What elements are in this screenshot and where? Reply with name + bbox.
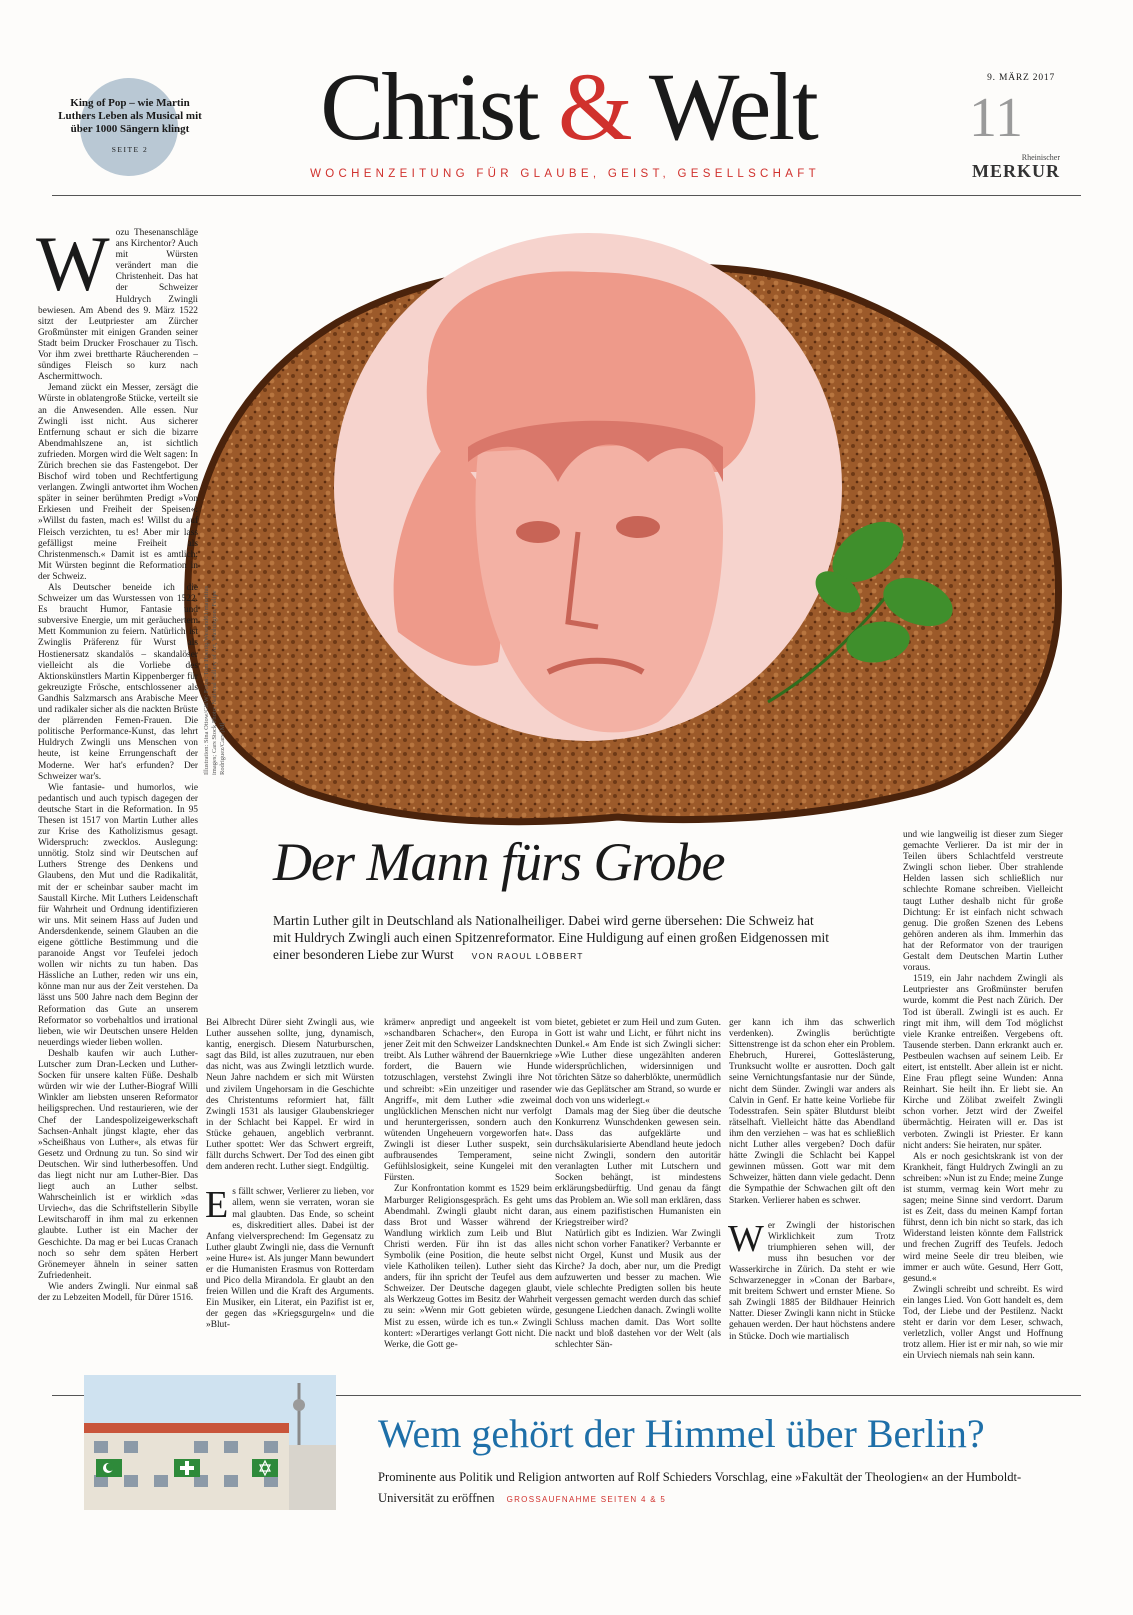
bottom-teaser-title[interactable]: Wem gehört der Himmel über Berlin? <box>378 1411 985 1456</box>
teaser-headline[interactable]: King of Pop – wie Martin Luthers Leben als Musical mit über 1000 Sängern klingt <box>58 97 202 135</box>
teaser-page-ref: SEITE 2 <box>111 145 149 154</box>
newspaper-subtitle: WOCHENZEITUNG FÜR GLAUBE, GEIST, GESELLSCHAFT <box>310 168 820 180</box>
issue-date: 9. MÄRZ 2017 <box>987 73 1055 83</box>
title-part-1: Christ <box>320 53 558 160</box>
paragraph: Wie anders Zwingli. Nur einmal saß der zu Lebzeiten Modell, für Dürer 1516. <box>38 1281 198 1303</box>
paragraph: s fällt schwer, Verlierer zu lieben, vor allem, wenn sie verraten, woran sie mal glaubten. Das Ende, so scheint es, diskreditiert alles. Dabei ist der Anfang vielversprechend: Im Gegensatz zu Luther glaubt Zwingli nie, dass die Vernunft »eine Hure« ist. Als junger Mann bewundert er die Humanisten Erasmus von Rotterdam und Pico della Mirandola. Er glaubt an den freien Willen und die Kraft des Arguments. Ein Musiker, ein Literat, ein Pazifist ist er, der gegen das »Kriegsgurgeln« und die »Blut- <box>206 1187 374 1331</box>
article-column-1 <box>36 220 198 1356</box>
article-column-4 <box>555 1018 721 1358</box>
bottom-teaser-page-ref[interactable]: GROSSAUFNAHME SEITEN 4 & 5 <box>506 1495 667 1504</box>
masthead-divider <box>52 195 1081 196</box>
issue-number: 11 <box>969 87 1023 149</box>
drop-cap: W <box>728 1217 764 1260</box>
article-headline: Der Mann fürs Grobe <box>273 832 725 892</box>
cross-bar-horizontal <box>180 1466 194 1470</box>
crescent-moon-cutout <box>106 1463 114 1471</box>
paragraph: ger kann ich ihm das schwerlich verdenken). Zwinglis berüchtigte Sittenstrenge ist da schon eher ein Problem. Ehebruch, Hurerei, Gotteslästerung, Trunksucht wollte er ausrotten. Doch galt seine Vernichtungsfantasie nur der Sünde, nicht dem Sünder. Zwingli war anders als Calvin in Genf. Er hatte keine Vorliebe für Todesstrafen. Sein später Blutdurst bleibt rätselhaft. Vielleicht hätte das Abendland ihm den verziehen – was hat es schließlich nicht Luther alles vergeben? Doch dafür hätte Zwingli die Schlacht bei Kappel gewinnen müssen. Gott war mit dem Schweizer, hätten dann viele gedacht. Denn die Sympathie der Schwachen gilt oft den Starken. Verlierer haben es schwer. <box>729 1018 895 1206</box>
paragraph: ozu Thesenanschläge ans Kirchentor? Auch mit Würsten verändert man die Christenheit. Das hat der Schweizer Huldrych Zwingli bewiesen. Am Abend des 9. März 1522 sitzt der Leutpriester am Zürcher Großmünster mit einigen Granden seiner Stadt beim Drucker Froschauer zu Tisch. Vor ihm zwei brettharte Räucherenden – sündiges Fleisch so kurz nach Aschermittwoch. <box>38 228 198 383</box>
bottom-teaser-text <box>378 1467 1058 1510</box>
byline: VON RAOUL LÖBBERT <box>471 951 584 961</box>
paragraph: Zur Konfrontation kommt es 1529 beim Marburger Religionsgespräch. Es geht ums Abendmahl. Zwingli glaubt nicht daran, dass Brot und Wasser während der Wandlung wirklich zum Leib und Blut Christi werden. Für ihn ist das alles Symbolik (eine Position, die heute selbst viele Katholiken teilen). Luther sieht das anders, für ihn spricht der Teufel aus dem Schweizer. Der Deutsche dagegen glaubt, als Werkzeug Gottes im Besitz der Wahrheit zu sein: »Wenn mir Gott gebieten würde, Mist zu essen, würde ich es tun.« Zwingli kontert: »Derartiges verlangt Gott nicht. Die Werke, die Gott ge- <box>384 1184 552 1350</box>
title-part-2: Welt <box>629 53 816 160</box>
paragraph: Als Deutscher beneide ich die Schweizer um das Wurstessen von 1522. Es braucht Humor, Fantasie und subversive Energie, um mit geräuchertem Mett Kommunion zu feiern. Natürlich ist Zwinglis Präferenz für Wurst als Hostienersatz skandalös – skandalöser vielleicht als die Vorliebe des Aktionskünstlers Martin Kippenberger für gekreuzigte Frösche, entschlossener als Gandhis Salzmarsch ans Arabische Meer und radikaler sicher als die nackten Brüste der plärrenden Femen-Frauen. Die politische Performance-Kunst, das lehrt Huldrych Zwingli uns Menschen von heute, ist keine Errungenschaft der Moderne. Wer hat's erfunden? Der Schweizer war's. <box>38 583 198 782</box>
paragraph: bietet, gebietet er zum Heil und zum Guten. Gott ist wahr und Licht, er führt nicht ins Dunkel.« Am Ende ist sich Zwingli sicher: »Wie Luther diese ungezählten anderen widersprüchlichen, widersinnigen und törichten Sätze so daherblökte, unermüdlich wie das Geplätscher am Strand, so wurde er doch von uns widerlegt.« <box>555 1018 721 1106</box>
bottom-teaser-subtitle: Prominente aus Politik und Religion antworten auf Rolf Schieders Vorschlag, eine »Fakultät der Theologien« an der Humboldt-Universität zu eröffnen <box>378 1470 1022 1505</box>
paragraph: Jemand zückt ein Messer, zersägt die Würste in oblatengroße Stücke, verteilt sie an die Anwesenden. Alle essen. Nur Zwingli isst nicht. Aus sicherer Entfernung schaut er sich die bizarre Abendmahlszene an, ist sichtlich zufrieden. Morgen wird die Welt sagen: In Zürich brechen sie das Fastengebot. Der Bischof wird toben und Rechtfertigung verlangen. Zwingli antwortet ihm Wochen später in seiner berühmten Predigt »Von Erkiesen und Freiheit der Speisen«: »Willst du fasten, mach es! Willst du auf Fleisch verzichten, tu es! Aber mir lass gefälligst meine Freiheit als Christenmensch.« Damit ist es amtlich: Mit Würsten beginnt die Reformation in der Schweiz. <box>38 383 198 582</box>
neighbour-building <box>289 1445 336 1510</box>
paragraph: Wie fantasie- und humorlos, wie pedantisch und auch typisch dagegen der deutsche Start in die Reformation. In 95 Thesen ist 1517 von Martin Luther alles zur Krise des Katholizismus gesagt. Widerspruch: zwecklos. Auslegung: unnötig. Stolz sind wir Deutschen auf Luthers Strenge des Denkens und Glaubens, den Mut und die Radikalität, mit der er scheinbar sauber macht im Saustall Kirche. Mit Luthers Leidenschaft für Wahrheit und Ordnung identifizieren wir uns. Mit seinem Hass auf Juden und Andersdenkende, seinem Glauben an die eigene göttliche Bestimmung und die paranoide Angst vor Teufelei jedoch wollen wir nichts zu tun haben. Das Hässliche an Luther, reden wir uns ein, könne man nur aus der Zeit verstehen. Da lässt uns 500 Jahre nach dem Beginn der Reformation das Gute an unserem Reformator so vorbehaltlos und irrational lieben, wie wir Deutschen unsere Helden neuerdings wieder lieben wollen. <box>38 782 198 1048</box>
paragraph: Als er noch gesichtskrank ist von der Krankheit, fängt Huldrych Zwingli an zu schreiben: »Nun ist zu Ende; meine Zunge ist stumm, vermag kein Wort mehr zu sagen; meine Sinne sind verdorrt. Darum ist es Zeit, dass du meinen Kampf fortan führst, denn ich bin nicht so stark, das ich Widerstand leisten könnte dem Fallstrick und frechen Zugriff des Teufels. Jedoch wird meine Seele dir treu bleiben, wie immer er auch wüte. Gesund, Herr Gott, gesund.« <box>903 1151 1063 1284</box>
paragraph: und wie langweilig ist dieser zum Sieger gemachte Verlierer. Da ist mir der in Teilen übers Schlachtfeld verstreute Zwingli schon lieber. Über strahlende Helden lassen sich schließlich nur schlechte Romane schreiben. Vielleicht taugt Luther deshalb nicht für große Dichtung: Er ist einfach nicht schwach genug. Die großen Szenen des Lebens gehören anderen als ihm. Immerhin das hat der Reformator von der traurigen Gestalt dem Deutschen Martin Luther voraus. <box>903 830 1063 974</box>
article-column-6 <box>903 830 1063 1362</box>
paragraph: Zwingli schreibt und schreibt. Es wird ein langes Lied. Von Gott handelt es, dem Tod, der Liebe und der Pestilenz. Nackt steht er darin vor dem Leser, schwach, verletzlich, voller Angst und Hoffnung trotz allem. Hier ist er mir nah, so wie mir ein Urviech niemals nah sein kann. <box>903 1284 1063 1362</box>
newspaper-title <box>298 52 838 162</box>
bread-sausage-illustration <box>178 232 1068 842</box>
article-column-5 <box>729 1018 895 1358</box>
paragraph: Damals mag der Sieg über die deutsche Konkurrenz Wunschdenken gewesen sein. Dass das aufgeklärte und durchsäkularisierte Abendland heute jedoch nicht Zwingli, sondern den autoritär veranlagten Luther mit Lutschern und Socken behängt, ist mindestens erklärungsbedürftig. Und genau da fängt das Problem an. Wie soll man erklären, dass aus einem pazifistischen Humanisten ein Kriegstreiber wird? <box>555 1106 721 1228</box>
building-roof <box>84 1423 289 1433</box>
article-column-3 <box>384 1018 552 1358</box>
title-ampersand: & <box>557 53 630 160</box>
photo-credit: Illustration: Sina Ottow/C&W; Fotos: Tom Hoenig/Westend61/mauritius images; Cars Stock Photo; National Gallery of Art, Washington; Felipe Rodriguez/Cars [M] <box>203 585 226 775</box>
tv-tower-sphere <box>293 1399 305 1411</box>
paragraph: Natürlich gibt es Indizien. War Zwingli nicht schon vorher Fanatiker? Verbannte er nicht Orgel, Kunst und Musik aus der Kirche? Ja doch, aber nur, um die Predigt aufzuwerten und besser zu machen. Wie viele schlechte Predigten sollen bis heute vergessen gemacht werden durch das schief gesungene Liedchen danach. Zwingli wollte Schluss machen damit. Das Wort sollte nackt und bloß dastehen vor der Welt (als schlechter Sän- <box>555 1228 721 1350</box>
brand-logo-merkur: MERKUR <box>972 161 1060 181</box>
article-column-2 <box>206 1018 374 1358</box>
paragraph: 1519, ein Jahr nachdem Zwingli als Leutpriester ans Großmünster berufen wurde, kommt die Pest nach Zürich. Der Tod ist überall. Zwingli ist es auch. Er ringt mit ihm, will dem Tod möglichst viele Kranke entreißen. Vergebens oft. Tausende sterben. Dann erkrankt auch er. Pestbeulen wachsen auf seinem Leib. Er eitert, ist entstellt. Aber allein ist er nicht. Eine Frau pflegt seine Wunden: Anna Reinhart. Sie heilt ihn. Er liebt sie. An Kirche und Zölibat zweifelt Zwingli schon vorher. Jetzt wird der Zweifel übermächtig. Heiraten will er. Das ist verboten. Zwingli ist Priester. Er kann nicht anders: Sie heiraten, nur später. <box>903 974 1063 1151</box>
paragraph: krämer« anpredigt und angeekelt ist vom »schandbaren Schacher«, den Europa in jener Zeit mit den Schweizer Landsknechten treibt. Als Luther während der Bauernkriege fordert, die Bauern wie Hunde totzuschlagen, verstehst Zwingli ihre Not und schreibt: »Ein unzeitiger und rasender Angriff«, mit dem Luther »die zweimal unglücklichen Menschen nicht nur verfolgt und heruntergerissen, sondern auch den wütenden Ungeheuern vorgeworfen hat«. Zwingli ist dieser Luther suspekt, sein aufbrausendes Temperament, seine Gefühlslosigkeit, seine Kungelei mit den Fürsten. <box>384 1018 552 1184</box>
brand-line-small: Rheinischer <box>1021 153 1060 162</box>
article-deck <box>273 912 833 965</box>
berlin-building-photo[interactable] <box>84 1375 336 1510</box>
deck-text: Martin Luther gilt in Deutschland als Nationalheiliger. Dabei wird gerne übersehen: Die Schweiz hat mit Huldrych Zwingli auch einen Spitzenreformator. Eine Huldigung auf einen großen Eidgenossen mit einer besonderen Liebe zur Wurst <box>273 913 829 962</box>
paragraph: er Zwingli der historischen Wirklichkeit zum Trotz triumphieren sehen will, der muss ihn besuchen vor der Wasserkirche in Zürich. Da steht er wie Schwarzenegger in »Conan der Barbar«, mit breitem Schwert und ernster Miene. So sah Zwingli 1885 der Bildhauer Heinrich Natter. Dieser Zwingli kann nicht in Stücke gehauen werden. Der haut höchstens andere in Stücke. Doch wie martialisch <box>729 1220 895 1342</box>
paragraph: Deshalb kaufen wir auch Luther-Lutscher zum Dran-Lecken und Luther-Socken für unsere kalten Füße. Deshalb würden wir wie der Luther-Biograf Willi Winkler am liebsten unseren Reformator heiligsprechen. Und restaurieren, wie der Chef der Landespolizeigewerkschaft Sachsen-Anhalt jüngst klagte, eher das »Scheißhaus von Luther«, als etwas für Gesetz und Ordnung zu tun. So sind wir Deutschen. Wir sind lutherbesoffen. Und das liegt nicht nur am Luther-Bier. Das liegt auch an Luther selbst. Wahrscheinlich ist er wirklich »das Urviech«, das die Schriftstellerin Sibylle Lewitscharoff in ihm mal zu erkennen glaubte. Luther ist ein Macher der Geschichte. Da mag er bei Lucas Cranach noch so sehr dem späten Herbert Grönemeyer ähneln in seiner satten Zufriedenheit. <box>38 1048 198 1281</box>
paragraph: Bei Albrecht Dürer sieht Zwingli aus, wie Luther aussehen sollte, jung, dynamisch, kantig, energisch. Diesem Naturburschen, sagt das Bild, ist alles zuzutrauen, nur eben das nicht, was aus Zwingli letztlich wurde. Neun Jahre nachdem er sich mit Würsten und zivilem Ungehorsam in die Geschichte des Christentums reformiert hat, fällt Zwingli 1531 als lausiger Glaubenskrieger in der Schlacht bei Kappel. Er wird in Stücke gehauen, angeblich verbrannt. Luther spottet: Wer das Schwert ergreift, fällt durchs Schwert. Der Tod des einen gibt dem anderen recht. Luther siegt. Endgültig. <box>206 1018 374 1173</box>
drop-cap: E <box>205 1184 229 1227</box>
drop-cap: W <box>36 220 110 307</box>
